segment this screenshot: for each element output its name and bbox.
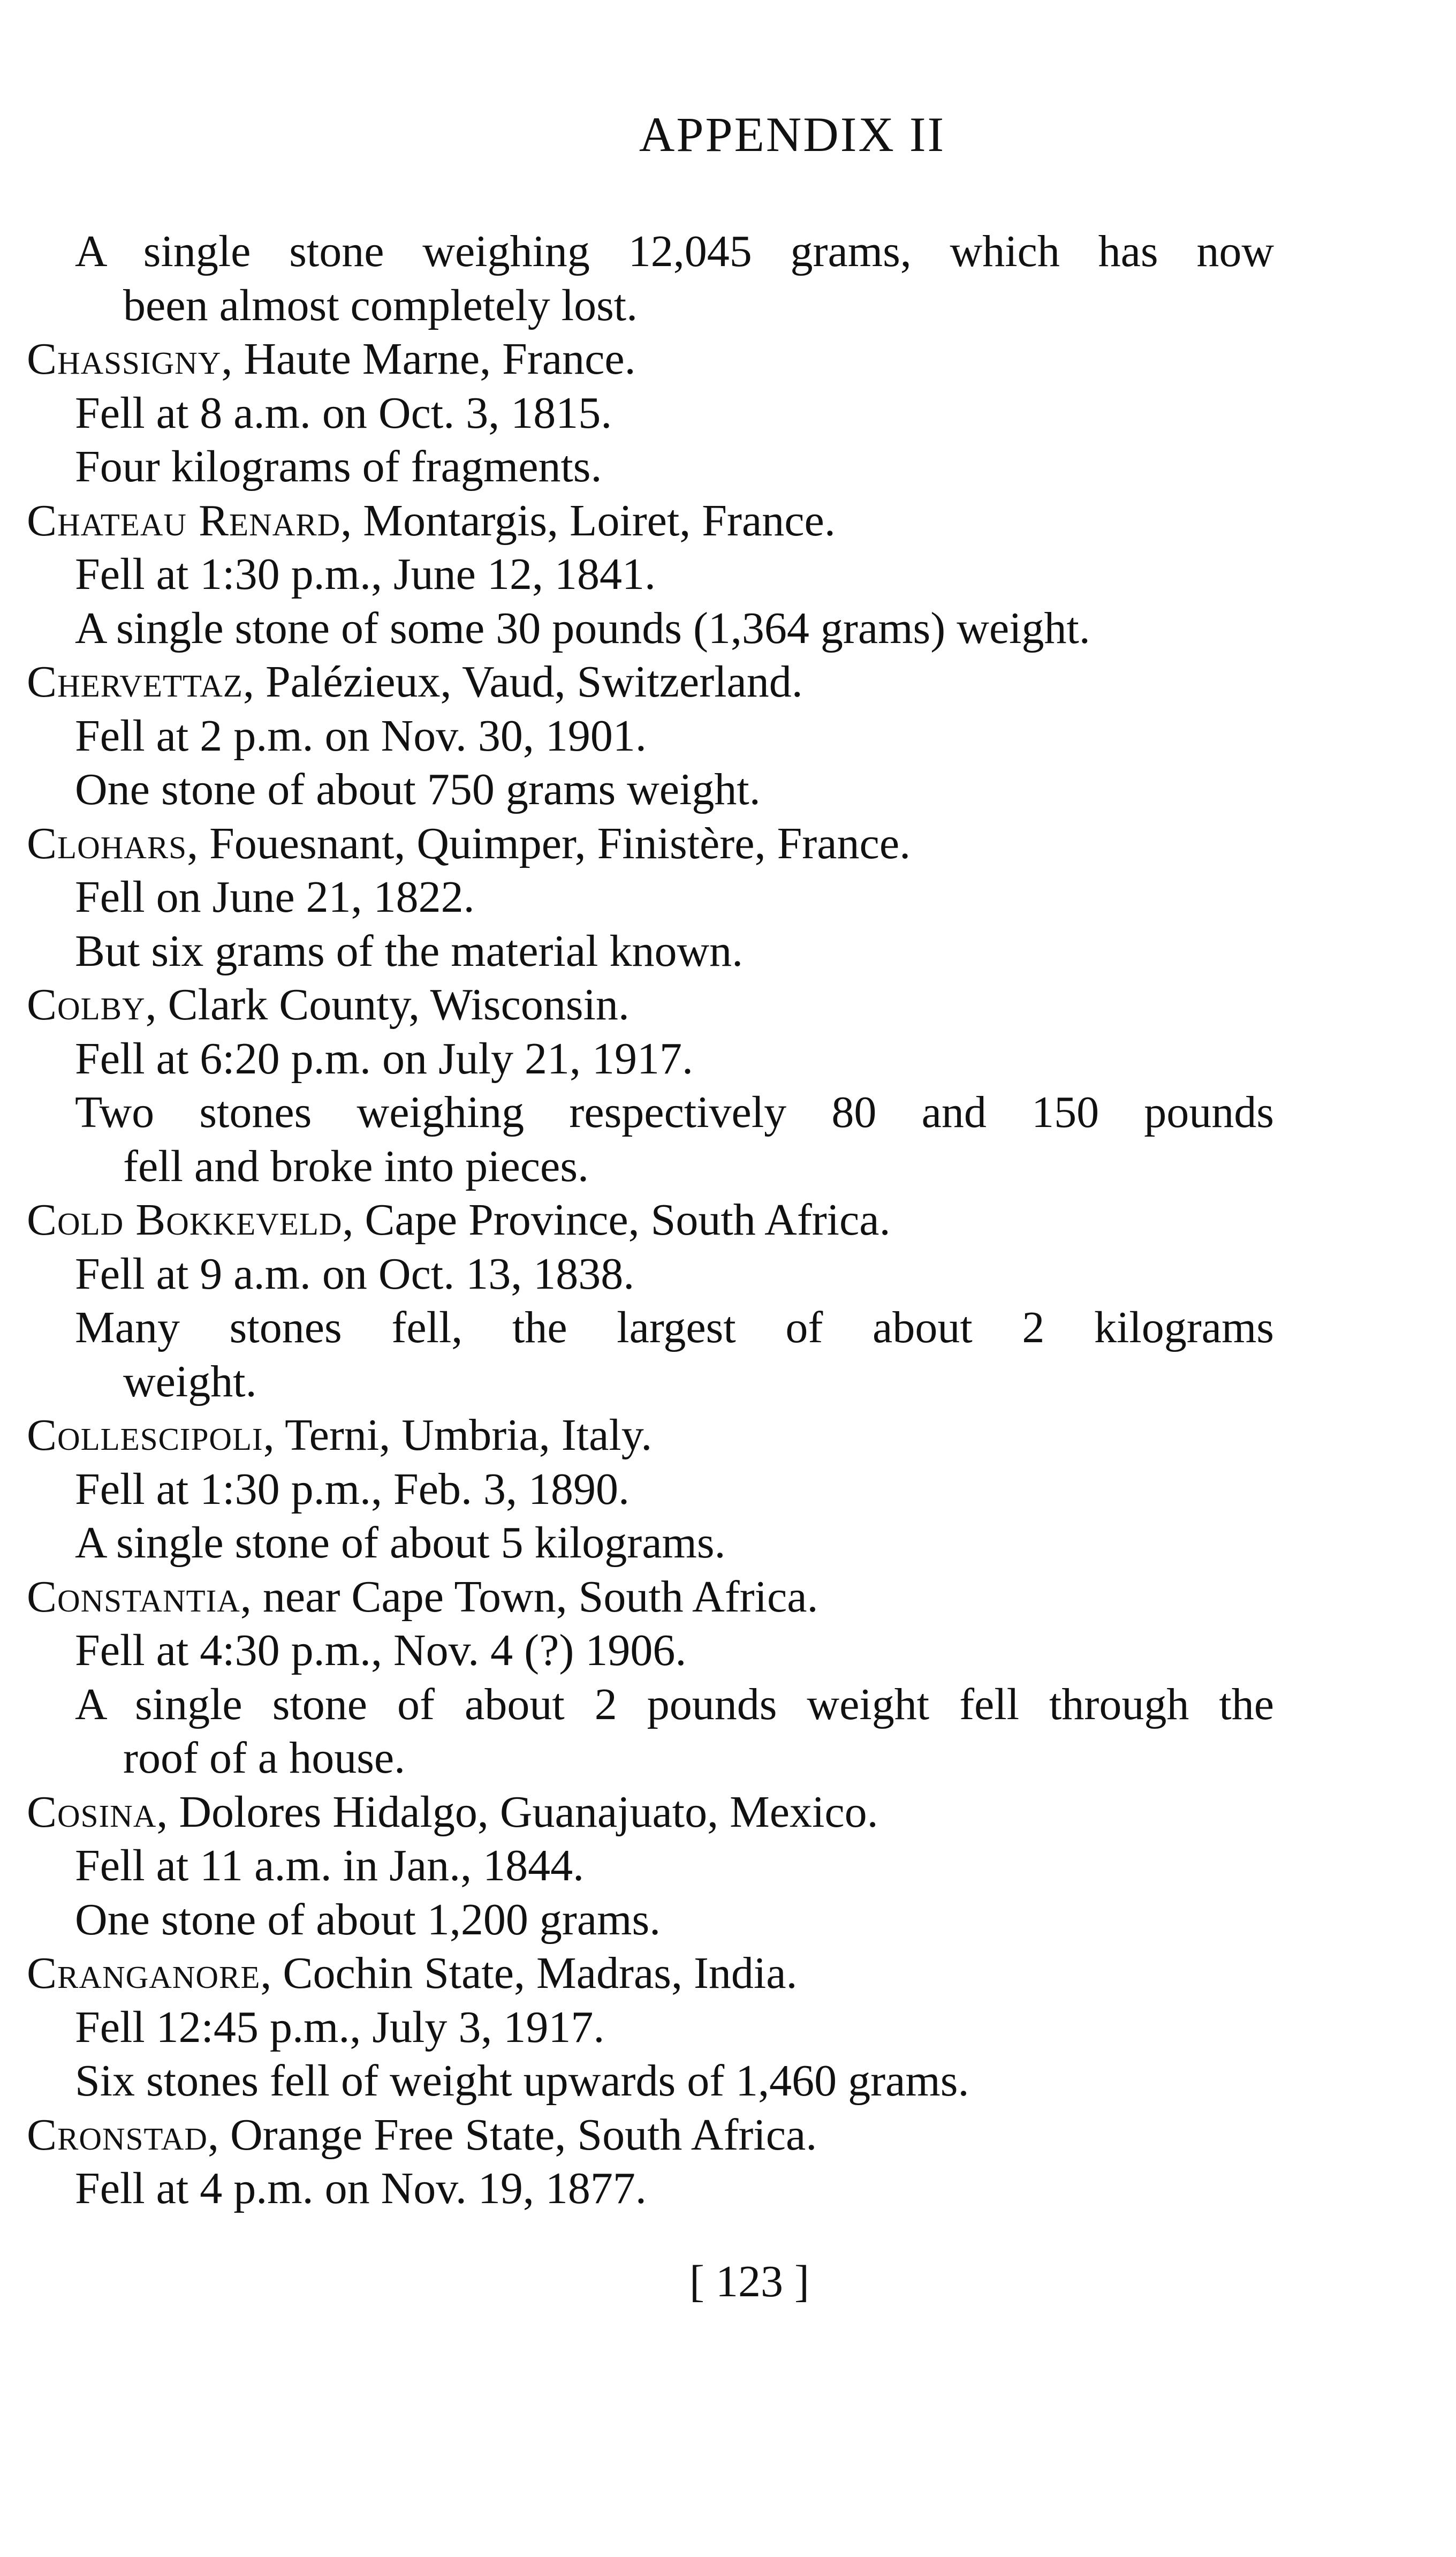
- place-name: Clohars: [27, 818, 187, 868]
- text-line: fell and broke into pieces.: [123, 1141, 589, 1191]
- running-header: APPENDIX II: [639, 107, 946, 162]
- place-name: Cold Bokkeveld: [27, 1195, 343, 1245]
- entry-heading: [27, 1193, 1274, 1247]
- text-line: Fell at 9 a.m. on Oct. 13, 1838.: [75, 1249, 635, 1299]
- entry-heading: [27, 1409, 1274, 1463]
- text-line: Fell at 2 p.m. on Nov. 30, 1901.: [75, 710, 647, 761]
- text-line: But six grams of the material known.: [75, 926, 744, 976]
- place-location: , Clark County, Wisconsin.: [145, 980, 630, 1030]
- place-location: , Cape Province, South Africa.: [342, 1195, 891, 1245]
- text-line: been almost completely lost.: [123, 280, 638, 330]
- text-line: Fell at 11 a.m. in Jan., 1844.: [75, 1841, 585, 1890]
- text-line: Six stones fell of weight upwards of 1,460 grams.: [75, 2056, 969, 2106]
- place-name: Collescipoli: [27, 1410, 263, 1460]
- place-name: Cronstad: [27, 2109, 208, 2160]
- text-line: A single stone weighing 12,045 grams, which has now: [75, 226, 1274, 276]
- text-line: Fell on June 21, 1822.: [75, 872, 475, 922]
- place-location: , Orange Free State, South Africa.: [207, 2109, 817, 2160]
- text-line: Fell at 1:30 p.m., June 12, 1841.: [75, 549, 656, 599]
- text-line: Fell at 1:30 p.m., Feb. 3, 1890.: [75, 1464, 630, 1514]
- text-line: Fell at 4 p.m. on Nov. 19, 1877.: [75, 2163, 647, 2213]
- text-line: A single stone of about 2 pounds weight fell through the: [75, 1679, 1274, 1729]
- place-location: , Terni, Umbria, Italy.: [263, 1410, 653, 1460]
- place-location: , Cochin State, Madras, India.: [260, 1948, 798, 1998]
- place-name: Chervettaz: [27, 657, 243, 707]
- entry-heading: [27, 1570, 1274, 1624]
- text-line: weight.: [123, 1356, 257, 1406]
- text-line: Fell 12:45 p.m., July 3, 1917.: [75, 2002, 605, 2052]
- text-line: Fell at 6:20 p.m. on July 21, 1917.: [75, 1033, 693, 1084]
- place-name: Cranganore: [27, 1948, 261, 1998]
- text-line: Fell at 8 a.m. on Oct. 3, 1815.: [75, 388, 612, 438]
- appendix-text: [27, 225, 1274, 2216]
- place-location: , Montargis, Loiret, France.: [340, 495, 836, 546]
- page-number: [ 123 ]: [689, 2257, 809, 2306]
- text-line: A single stone of some 30 pounds (1,364 grams) weight.: [75, 603, 1090, 653]
- place-name: Chassigny: [27, 334, 222, 384]
- place-name: Constantia: [27, 1571, 240, 1622]
- place-location: , Dolores Hidalgo, Guanajuato, Mexico.: [156, 1787, 878, 1837]
- text-line: Fell at 4:30 p.m., Nov. 4 (?) 1906.: [75, 1625, 687, 1675]
- text-line: One stone of about 1,200 grams.: [75, 1894, 661, 1945]
- entry-heading: [27, 978, 1274, 1032]
- text-line: Many stones fell, the largest of about 2 kilograms: [75, 1303, 1274, 1352]
- place-name: Chateau Renard: [27, 495, 341, 546]
- entry-heading: [27, 1786, 1274, 1840]
- text-line: A single stone of about 5 kilograms.: [75, 1518, 726, 1568]
- place-location: , Palézieux, Vaud, Switzerland.: [242, 657, 803, 707]
- place-location: , near Cape Town, South Africa.: [240, 1571, 818, 1622]
- entry-heading: [27, 332, 1274, 387]
- entry-heading: [27, 494, 1274, 548]
- text-line: Two stones weighing respectively 80 and 150 pounds: [75, 1087, 1274, 1137]
- entry-heading: [27, 2108, 1274, 2162]
- text-line: Four kilograms of fragments.: [75, 442, 602, 491]
- place-name: Colby: [27, 980, 146, 1030]
- place-location: , Fouesnant, Quimper, Finistère, France.: [187, 818, 911, 868]
- place-name: Cosina: [27, 1787, 157, 1837]
- text-line: One stone of about 750 grams weight.: [75, 765, 761, 814]
- place-location: , Haute Marne, France.: [221, 334, 636, 384]
- entry-heading: [27, 817, 1274, 871]
- text-line: roof of a house.: [123, 1733, 406, 1783]
- entry-heading: [27, 655, 1274, 709]
- entry-heading: [27, 1947, 1274, 2001]
